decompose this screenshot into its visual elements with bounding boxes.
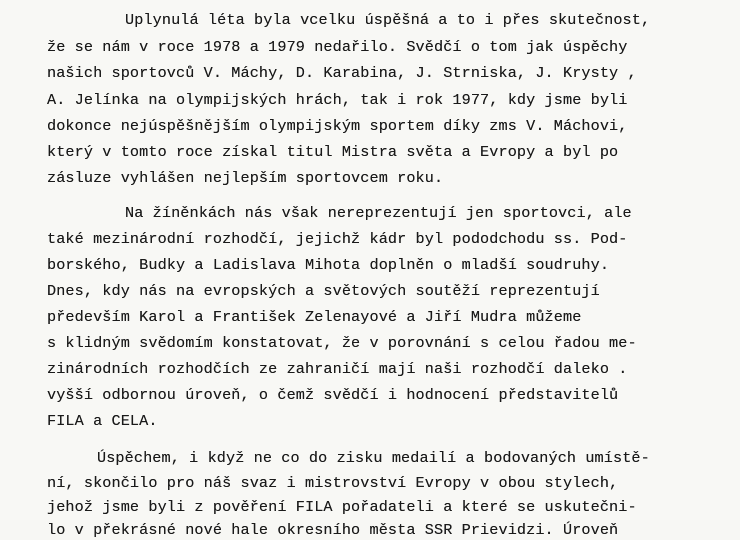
text-line: lo v překrásné nové hale okresního města SSR Prievidzi. Úroveň — [47, 521, 619, 539]
text-line: s klidným svědomím konstatovat, že v porovnání s celou řadou me- — [47, 334, 637, 352]
text-line: Na žíněnkách nás však nereprezentují jen sportovci, ale — [125, 204, 632, 222]
text-line: FILA a CELA. — [47, 412, 158, 430]
text-line: A. Jelínka na olympijských hrách, tak i rok 1977, kdy jsme byli — [47, 91, 628, 109]
text-line: že se nám v roce 1978 a 1979 nedařilo. Svědčí o tom jak úspěchy — [47, 38, 628, 56]
text-line: zásluze vyhlášen nejlepším sportovcem roku. — [47, 169, 444, 187]
text-line: Dnes, kdy nás na evropských a světových soutěží reprezentují — [47, 282, 600, 300]
text-line: Uplynulá léta byla vcelku úspěšná a to i přes skutečnost, — [125, 11, 651, 29]
text-line: který v tomto roce získal titul Mistra světa a Evropy a byl po — [47, 143, 619, 161]
text-line: našich sportovců V. Máchy, D. Karabina, J. Strniska, J. Krysty , — [47, 64, 637, 82]
text-line: dokonce nejúspěšnějším olympijským sportem díky zms V. Máchovi, — [47, 117, 628, 135]
text-line: borského, Budky a Ladislava Mihota doplněn o mladší soudruhy. — [47, 256, 610, 274]
text-line: jehož jsme byli z pověření FILA pořadateli a které se uskutečni- — [47, 498, 637, 516]
text-line: také mezinárodní rozhodčí, jejichž kádr byl pododchodu ss. Pod- — [47, 230, 628, 248]
text-line: ní, skončilo pro náš svaz i mistrovství Evropy v obou stylech, — [47, 474, 619, 492]
text-line: především Karol a František Zelenayové a Jiří Mudra můžeme — [47, 308, 582, 326]
text-line: Úspěchem, i když ne co do zisku medailí a bodovaných umístě- — [97, 449, 650, 467]
text-line: vyšší odbornou úroveň, o čemž svědčí i hodnocení představitelů — [47, 386, 619, 404]
text-line: zinárodních rozhodčích ze zahraničí mají naši rozhodčí daleko . — [47, 360, 628, 378]
